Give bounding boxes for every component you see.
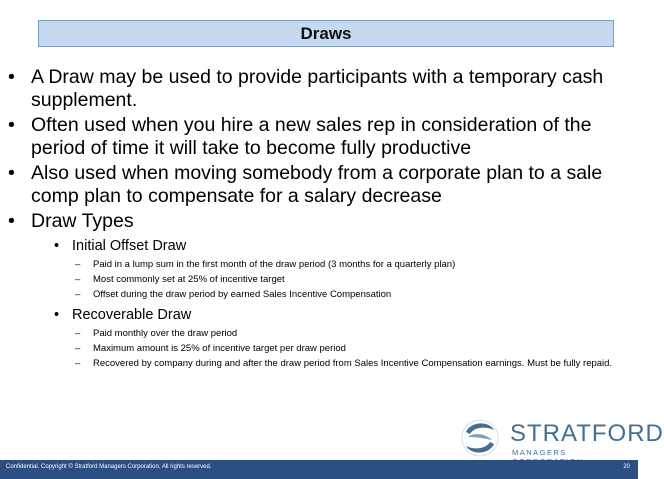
- sub-bullet-item: [8, 327, 618, 341]
- dash-marker: –: [75, 274, 81, 285]
- sub-bullet-text: Offset during the draw period by earned Sales Incentive Compensation: [93, 289, 392, 300]
- bullet-item: [8, 162, 618, 208]
- bullet-dot: •: [8, 114, 15, 136]
- bullet-dot: •: [54, 238, 60, 254]
- logo-subtitle: MANAGERS: [512, 448, 567, 457]
- slide-title: Draws: [300, 23, 352, 43]
- logo-name: STRATFORD: [510, 420, 664, 447]
- sub-bullet-text: Paid monthly over the draw period: [93, 328, 238, 339]
- sub-bullet-text: Maximum amount is 25% of incentive target per draw period: [93, 343, 346, 354]
- page-number: 20: [623, 464, 630, 470]
- footer-copyright: Confidential. Copyright © Stratford Managers Corporation. All rights reserved.: [6, 464, 212, 470]
- draw-type-label: Initial Offset Draw: [72, 238, 187, 254]
- bullet-dot: •: [54, 307, 60, 323]
- dash-marker: –: [75, 343, 81, 354]
- draw-type-item: [8, 306, 618, 324]
- dash-marker: –: [75, 289, 81, 300]
- bullet-item: [8, 210, 618, 233]
- sub-bullet-text: Recovered by company during and after the draw period from Sales Incentive Compensation earnings. Must be fully repaid.: [93, 358, 613, 369]
- bullet-dot: •: [8, 66, 15, 88]
- sub-bullet-text: Paid in a lump sum in the first month of the draw period (3 months for a quarterly plan): [93, 259, 456, 270]
- sub-bullet-item: [8, 357, 618, 371]
- dash-marker: –: [75, 358, 81, 369]
- bullet-item: [8, 114, 618, 160]
- dash-marker: –: [75, 328, 81, 339]
- bullet-text: Draw Types: [31, 210, 134, 232]
- bullet-item: [8, 66, 618, 112]
- bullet-text: Often used when you hire a new sales rep in consideration of the period of time it will take to become fully productive: [31, 114, 592, 159]
- draw-type-label: Recoverable Draw: [72, 307, 192, 323]
- slide-title-bar: [38, 20, 614, 47]
- bullet-dot: •: [8, 210, 15, 232]
- sub-bullet-text: Most commonly set at 25% of incentive target: [93, 274, 285, 285]
- sub-bullet-item: [8, 288, 618, 302]
- dash-marker: –: [75, 259, 81, 270]
- sub-bullet-item: [8, 273, 618, 287]
- stratford-swirl-icon: [458, 418, 502, 458]
- sub-bullet-item: [8, 342, 618, 356]
- slide-content: [8, 66, 618, 372]
- bullet-text: Also used when moving somebody from a corporate plan to a sale comp plan to compensate for a salary decrease: [31, 162, 603, 207]
- stratford-logo: [458, 418, 664, 458]
- bullet-dot: •: [8, 162, 15, 184]
- sub-bullet-item: [8, 258, 618, 272]
- draw-type-item: [8, 237, 618, 255]
- footer-bar: [0, 460, 638, 479]
- bullet-text: A Draw may be used to provide participants with a temporary cash supplement.: [31, 66, 604, 111]
